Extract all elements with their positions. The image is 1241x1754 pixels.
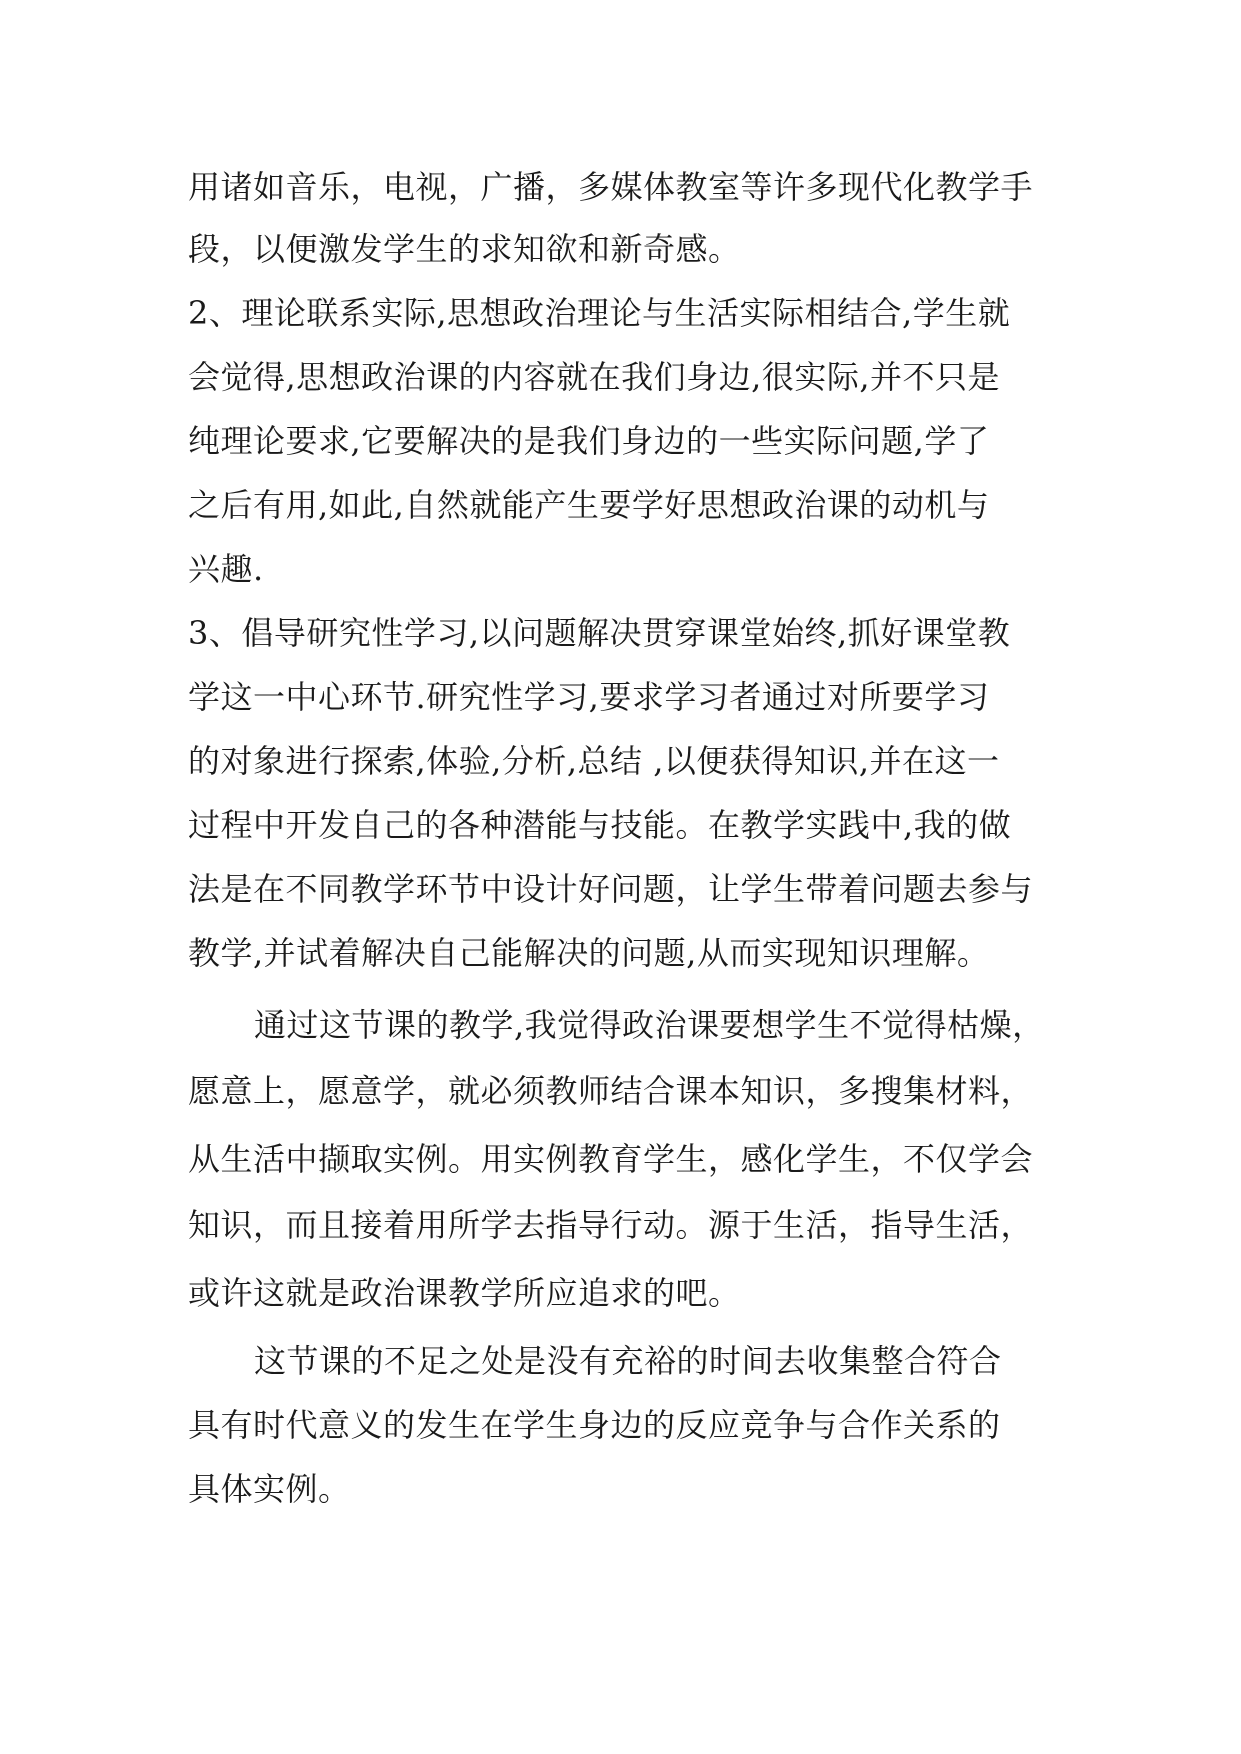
text-line: 的对象进行探索,体验,分析,总结 ,以便获得知识,并在这一 <box>188 742 1000 780</box>
text-line: 教学,并试着解决自己能解决的问题,从而实现知识理解。 <box>188 934 990 972</box>
text-line: 纯理论要求,它要解决的是我们身边的一些实际问题,学了 <box>188 422 990 460</box>
text-line: 通过这节课的教学,我觉得政治课要想学生不觉得枯燥， <box>254 1006 1045 1044</box>
text-line: 3、倡导研究性学习,以问题解决贯穿课堂始终,抓好课堂教 <box>188 614 1011 652</box>
text-line: 具体实例。 <box>188 1470 351 1508</box>
text-line: 过程中开发自己的各种潜能与技能。在教学实践中,我的做 <box>188 806 1012 844</box>
text-line: 用诸如音乐，电视，广播，多媒体教室等许多现代化教学手 <box>188 168 1034 206</box>
text-line: 段，以便激发学生的求知欲和新奇感。 <box>188 230 741 268</box>
text-line: 学这一中心环节.研究性学习,要求学习者通过对所要学习 <box>188 678 990 716</box>
text-line: 兴趣. <box>188 550 264 588</box>
text-line: 之后有用,如此,自然就能产生要学好思想政治课的动机与 <box>188 486 990 524</box>
text-line: 从生活中撷取实例。用实例教育学生，感化学生，不仅学会 <box>188 1140 1034 1178</box>
text-line: 这节课的不足之处是没有充裕的时间去收集整合符合 <box>254 1342 1002 1380</box>
text-line: 法是在不同教学环节中设计好问题，让学生带着问题去参与 <box>188 870 1034 908</box>
text-line: 知识，而且接着用所学去指导行动。源于生活，指导生活， <box>188 1206 1034 1244</box>
text-line: 愿意上，愿意学，就必须教师结合课本知识，多搜集材料， <box>188 1072 1034 1110</box>
text-line: 2、理论联系实际,思想政治理论与生活实际相结合,学生就 <box>188 294 1011 332</box>
text-line: 会觉得,思想政治课的内容就在我们身边,很实际,并不只是 <box>188 358 1001 396</box>
text-line: 或许这就是政治课教学所应追求的吧。 <box>188 1274 741 1312</box>
text-line: 具有时代意义的发生在学生身边的反应竞争与合作关系的 <box>188 1406 1001 1444</box>
